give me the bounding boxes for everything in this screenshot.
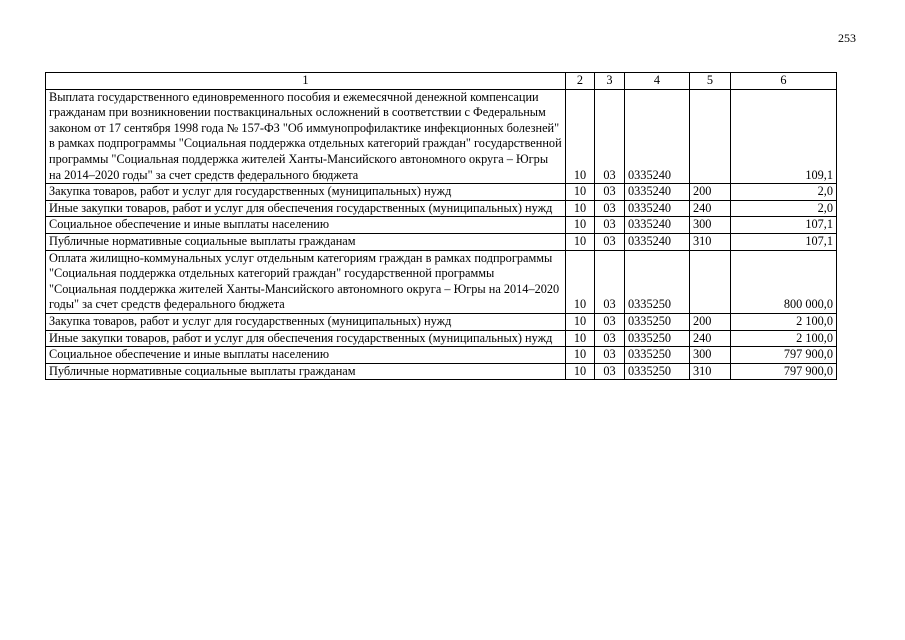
row-name: Оплата жилищно-коммунальных услуг отдельным категориям граждан в рамках подпрограммы "Социальная поддержка отдельных категорий граждан" государственной программы "Социальная поддержка жителей Ханты-Мансийского автономного округа – Югры на 2014–2020 годы" за счет средств федерального бюджета (46, 250, 566, 313)
row-section: 10 (566, 363, 595, 380)
table-row (46, 184, 837, 201)
row-code: 0335250 (625, 330, 690, 347)
table-row (46, 250, 837, 313)
row-name: Публичные нормативные социальные выплаты гражданам (46, 233, 566, 250)
row-amount: 2 100,0 (731, 330, 837, 347)
row-code: 0335250 (625, 313, 690, 330)
row-code: 0335250 (625, 250, 690, 313)
row-subsection: 03 (595, 363, 625, 380)
row-section: 10 (566, 250, 595, 313)
row-section: 10 (566, 200, 595, 217)
table-row (46, 233, 837, 250)
row-section: 10 (566, 347, 595, 364)
row-amount: 107,1 (731, 233, 837, 250)
row-type (690, 89, 731, 184)
row-name: Закупка товаров, работ и услуг для государственных (муниципальных) нужд (46, 184, 566, 201)
row-amount: 797 900,0 (731, 363, 837, 380)
header-col-3: 3 (595, 73, 625, 90)
table-row (46, 89, 837, 184)
table-row (46, 200, 837, 217)
header-col-2: 2 (566, 73, 595, 90)
row-type: 310 (690, 233, 731, 250)
header-col-1: 1 (46, 73, 566, 90)
row-code: 0335240 (625, 89, 690, 184)
row-amount: 107,1 (731, 217, 837, 234)
row-subsection: 03 (595, 250, 625, 313)
row-section: 10 (566, 89, 595, 184)
row-amount: 797 900,0 (731, 347, 837, 364)
header-col-4: 4 (625, 73, 690, 90)
row-name: Иные закупки товаров, работ и услуг для обеспечения государственных (муниципальных) нужд (46, 330, 566, 347)
row-subsection: 03 (595, 313, 625, 330)
row-type (690, 250, 731, 313)
row-amount: 2 100,0 (731, 313, 837, 330)
row-type: 310 (690, 363, 731, 380)
row-amount: 2,0 (731, 200, 837, 217)
row-name: Социальное обеспечение и иные выплаты населению (46, 217, 566, 234)
row-subsection: 03 (595, 184, 625, 201)
table-row (46, 363, 837, 380)
row-name: Иные закупки товаров, работ и услуг для обеспечения государственных (муниципальных) нужд (46, 200, 566, 217)
row-name: Закупка товаров, работ и услуг для государственных (муниципальных) нужд (46, 313, 566, 330)
row-subsection: 03 (595, 330, 625, 347)
row-code: 0335240 (625, 200, 690, 217)
row-type: 240 (690, 330, 731, 347)
row-type: 200 (690, 313, 731, 330)
header-col-6: 6 (731, 73, 837, 90)
row-type: 300 (690, 347, 731, 364)
row-code: 0335240 (625, 217, 690, 234)
row-amount: 109,1 (731, 89, 837, 184)
row-section: 10 (566, 217, 595, 234)
table-row (46, 217, 837, 234)
row-subsection: 03 (595, 217, 625, 234)
row-subsection: 03 (595, 233, 625, 250)
row-name: Социальное обеспечение и иные выплаты населению (46, 347, 566, 364)
row-section: 10 (566, 233, 595, 250)
row-code: 0335250 (625, 363, 690, 380)
row-type: 240 (690, 200, 731, 217)
header-col-5: 5 (690, 73, 731, 90)
row-name: Выплата государственного единовременного пособия и ежемесячной денежной компенсации гражданам при возникновении поствакцинальных осложнений в соответствии с Федеральным законом от 17 сентября 1998 года № 157-ФЗ "Об иммунопрофилактике инфекционных болезней" в рамках подпрограммы "Социальная поддержка отдельных категорий граждан" государственной программы "Социальная поддержка жителей Ханты-Мансийского автономного округа – Югры на 2014–2020 годы" за счет средств федерального бюджета (46, 89, 566, 184)
row-subsection: 03 (595, 200, 625, 217)
row-name: Публичные нормативные социальные выплаты гражданам (46, 363, 566, 380)
page-number: 253 (838, 31, 856, 45)
table-row (46, 313, 837, 330)
budget-table (45, 72, 837, 380)
row-section: 10 (566, 184, 595, 201)
row-section: 10 (566, 313, 595, 330)
row-subsection: 03 (595, 347, 625, 364)
row-section: 10 (566, 330, 595, 347)
row-type: 200 (690, 184, 731, 201)
row-code: 0335240 (625, 233, 690, 250)
row-code: 0335240 (625, 184, 690, 201)
table-row (46, 347, 837, 364)
table-row (46, 330, 837, 347)
row-amount: 2,0 (731, 184, 837, 201)
row-subsection: 03 (595, 89, 625, 184)
row-amount: 800 000,0 (731, 250, 837, 313)
row-type: 300 (690, 217, 731, 234)
row-code: 0335250 (625, 347, 690, 364)
table-header-row (46, 73, 837, 90)
